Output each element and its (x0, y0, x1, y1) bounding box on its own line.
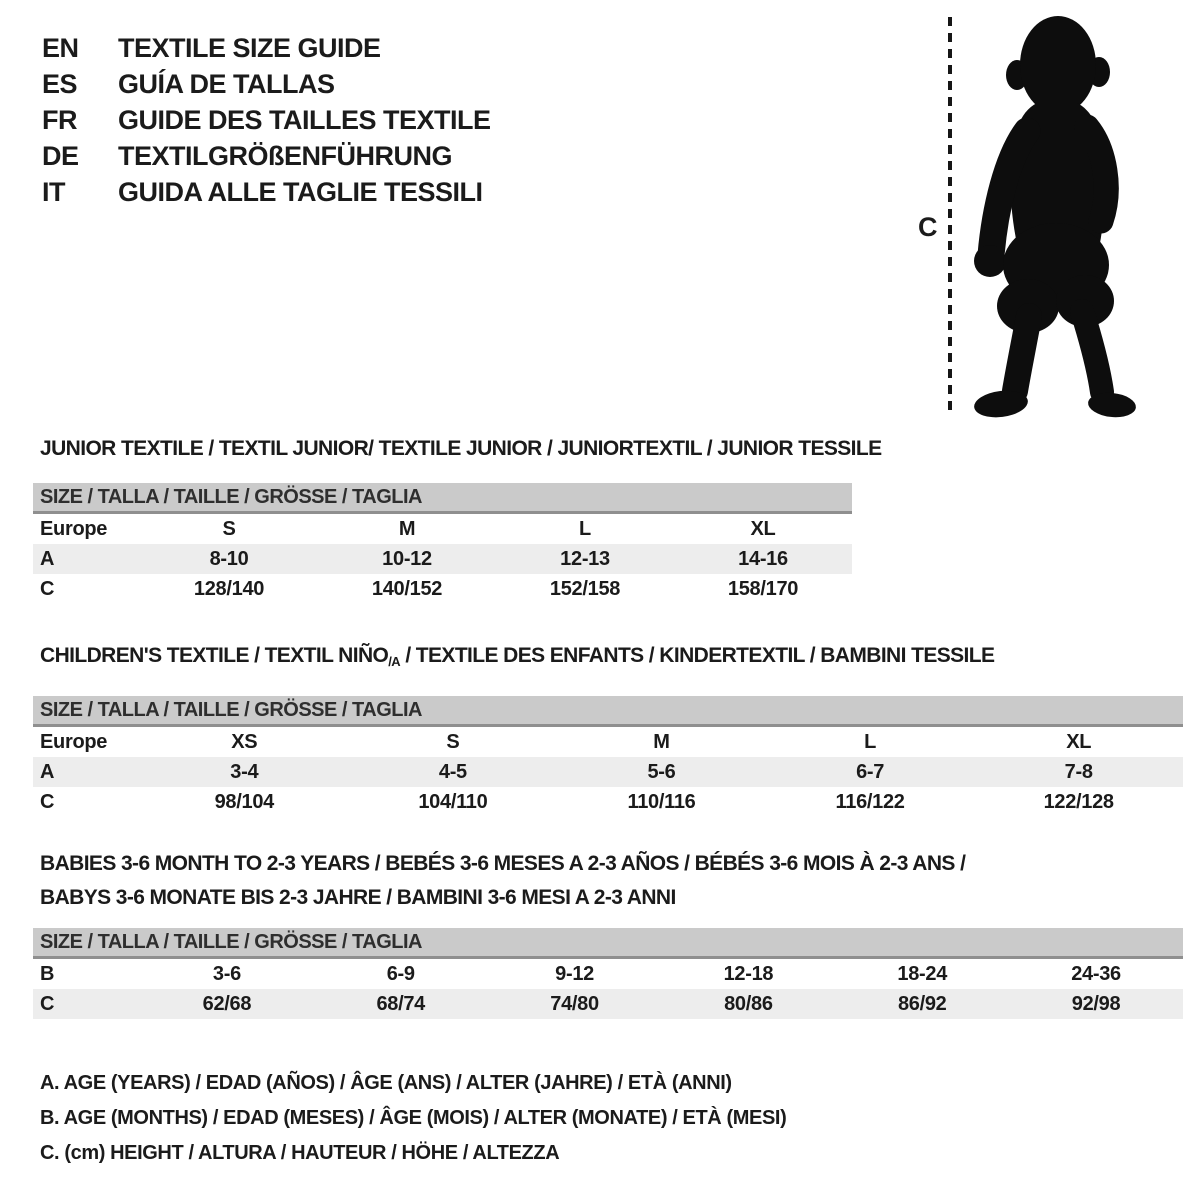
footnote-height-cm: C. (cm) HEIGHT / ALTURA / HAUTEUR / HÖHE / ALTEZZA (40, 1142, 560, 1164)
children-textile-section (33, 643, 1183, 817)
language-row-de (42, 138, 491, 174)
babies-section-title (33, 847, 1183, 915)
footnote-age-months: B. AGE (MONTHS) / EDAD (MESES) / ÂGE (MOIS) / ALTER (MONATE) / ETÀ (MESI) (40, 1107, 787, 1129)
height-cell: 128/140 (193, 577, 265, 600)
guide-title: GUIDE DES TAILLES TEXTILE (118, 104, 491, 135)
guide-title: TEXTILE SIZE GUIDE (118, 32, 381, 63)
height-cell: 140/152 (371, 577, 443, 600)
junior-size-header-bar: SIZE / TALLA / TAILLE / GRÖSSE / TAGLIA (33, 483, 852, 514)
guide-title: GUÍA DE TALLAS (118, 68, 335, 99)
row-label: B (40, 962, 55, 985)
size-cell: M (398, 517, 416, 540)
height-figure (900, 0, 1200, 440)
table-row-height (33, 989, 1183, 1019)
size-cell: L (864, 730, 877, 753)
row-label: A (40, 547, 55, 570)
language-code: FR (42, 104, 77, 135)
table-row-europe (33, 514, 852, 544)
age-cell: 24-36 (1071, 962, 1121, 985)
size-cell: XL (750, 517, 776, 540)
size-cell: XL (1066, 730, 1092, 753)
height-cell: 104/110 (418, 790, 488, 813)
height-cell: 92/98 (1071, 992, 1121, 1015)
age-cell: 7-8 (1064, 760, 1093, 783)
footnotes-block (40, 1066, 786, 1171)
size-cell: M (653, 730, 670, 753)
junior-section-title: JUNIOR TEXTILE / TEXTIL JUNIOR/ TEXTILE JUNIOR / JUNIORTEXTIL / JUNIOR TESSILE (40, 437, 882, 460)
row-label: C (40, 992, 55, 1015)
table-row-height (33, 574, 852, 604)
age-cell: 12-18 (723, 962, 774, 985)
height-measure-dashed-line (948, 17, 952, 417)
guide-title: TEXTILGRÖßENFÜHRUNG (118, 140, 452, 171)
size-cell: XS (231, 730, 258, 753)
age-cell: 6-7 (856, 760, 885, 783)
age-cell: 8-10 (209, 547, 249, 570)
junior-textile-section (33, 436, 882, 604)
size-cell: L (579, 517, 591, 540)
height-cell: 80/86 (724, 992, 773, 1015)
age-cell: 5-6 (647, 760, 676, 783)
height-cell: 62/68 (202, 992, 252, 1015)
table-row-europe (33, 727, 1183, 757)
height-cell: 110/116 (627, 790, 696, 813)
table-row-age-months (33, 959, 1183, 989)
age-cell: 3-6 (212, 962, 241, 985)
children-size-header-bar: SIZE / TALLA / TAILLE / GRÖSSE / TAGLIA (33, 696, 1183, 727)
height-cell: 116/122 (835, 790, 905, 813)
babies-title-line1: BABIES 3-6 MONTH TO 2-3 YEARS / BEBÉS 3-6 MESES A 2-3 AÑOS / BÉBÉS 3-6 MOIS À 2-3 ANS / (40, 852, 966, 875)
height-cell: 122/128 (1043, 790, 1114, 813)
height-cell: 86/92 (897, 992, 947, 1015)
toddler-silhouette-icon (965, 13, 1143, 421)
table-row-age (33, 544, 852, 574)
language-code: EN (42, 32, 79, 63)
children-title-post: / TEXTILE DES ENFANTS / KINDERTEXTIL / BAMBINI TESSILE (400, 644, 995, 667)
row-label: Europe (40, 517, 108, 540)
age-cell: 18-24 (897, 962, 948, 985)
table-row-height (33, 787, 1183, 817)
children-title-subscript: /A (388, 654, 401, 669)
footnote-age-years: A. AGE (YEARS) / EDAD (AÑOS) / ÂGE (ANS) / ALTER (JAHRE) / ETÀ (ANNI) (40, 1072, 732, 1094)
language-row-en (42, 30, 491, 66)
language-row-it (42, 174, 491, 210)
age-cell: 4-5 (438, 760, 467, 783)
guide-title: GUIDA ALLE TAGLIE TESSILI (118, 176, 483, 207)
language-code: DE (42, 140, 79, 171)
children-title-pre: CHILDREN'S TEXTILE / TEXTIL NIÑO (40, 644, 389, 667)
babies-title-line2: BABYS 3-6 MONATE BIS 2-3 JAHRE / BAMBINI 3-6 MESI A 2-3 ANNI (40, 886, 676, 909)
height-cell: 74/80 (550, 992, 599, 1015)
language-row-es (42, 66, 491, 102)
table-row-age (33, 757, 1183, 787)
row-label: A (40, 760, 55, 783)
height-cell: 98/104 (214, 790, 274, 813)
language-code: IT (42, 176, 65, 207)
size-cell: S (446, 730, 460, 753)
age-cell: 10-12 (382, 547, 432, 570)
height-cell: 68/74 (376, 992, 426, 1015)
height-measure-label: C (918, 212, 938, 242)
row-label: C (40, 577, 55, 600)
row-label: C (40, 790, 55, 813)
row-label: Europe (40, 730, 108, 753)
age-cell: 9-12 (555, 962, 594, 985)
age-cell: 12-13 (560, 547, 610, 570)
height-cell: 158/170 (727, 577, 799, 600)
height-cell: 152/158 (549, 577, 621, 600)
size-cell: S (222, 517, 236, 540)
age-cell: 6-9 (386, 962, 415, 985)
babies-textile-section (33, 847, 1183, 1019)
language-title-block (42, 30, 491, 210)
age-cell: 3-4 (230, 760, 259, 783)
age-cell: 14-16 (738, 547, 788, 570)
babies-size-header-bar: SIZE / TALLA / TAILLE / GRÖSSE / TAGLIA (33, 928, 1183, 959)
language-code: ES (42, 68, 78, 99)
language-row-fr (42, 102, 491, 138)
children-section-title (33, 643, 1183, 675)
